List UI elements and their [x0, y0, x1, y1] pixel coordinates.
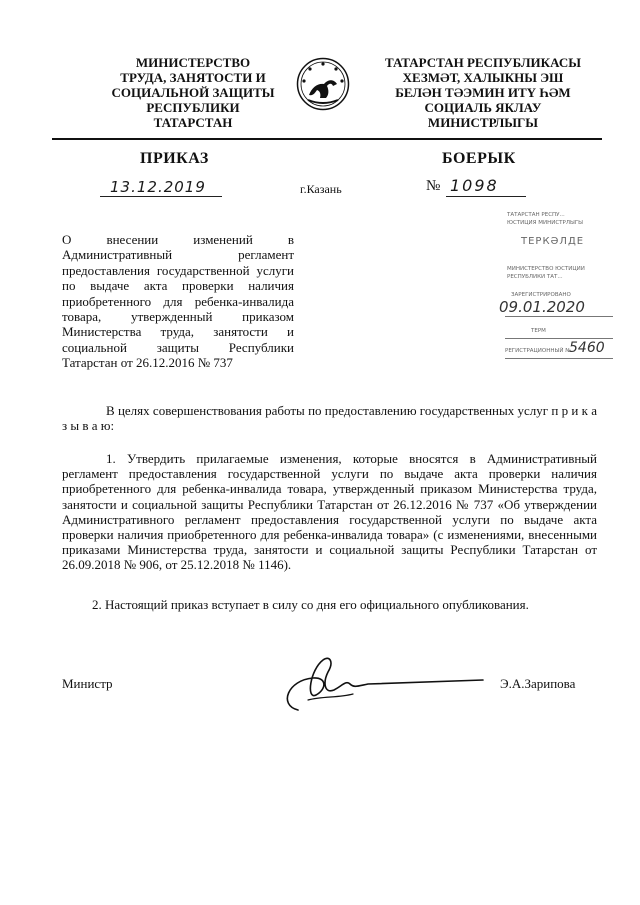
signatory-position: Министр	[62, 676, 113, 691]
stamp-org-line: ЮСТИЦИЯ МИНИСТРЛЫГЫ	[507, 220, 584, 226]
registration-stamp	[499, 210, 615, 368]
stamp-term-label: ТЕРМ	[531, 328, 546, 334]
date-underline	[100, 196, 222, 197]
order-item: 2. Настоящий приказ вступает в силу со дня его официального опубликования.	[92, 597, 529, 612]
header-left-line: РЕСПУБЛИКИ	[146, 100, 240, 115]
signatory-name: Э.А.Зарипова	[500, 676, 576, 691]
number-underline	[446, 196, 526, 197]
header-left-line: МИНИСТЕРСТВО	[135, 55, 251, 70]
order-title-russian: ПРИКАЗ	[140, 150, 209, 167]
header-left-line: ТРУДА, ЗАНЯТОСТИ И	[120, 70, 266, 85]
order-preamble: В целях совершенствования работы по предоставлению государственных услуг п р и к а з ы в а ю:	[62, 403, 597, 434]
order-date: 13.12.2019	[110, 178, 206, 196]
header-divider	[52, 138, 602, 140]
order-item: 1. Утвердить прилагаемые изменения, которые вносятся в Административный регламент предоставления государственной услуги по выдаче акта проверки наличия приобретенного для ребенка-инвалида товара, утвержденный приказом Министерства труда, занятости и социальной защиты Республики Татарстан от 26.12.2016 № 737 «Об утверждении Административного регламент предоставления государственной услуги по выдаче акта проверки наличия приобретенного для ребенка-инвалида товара» (с изменениями, внесенными приказами Министерства труда, занятости и социальной защиты Республики Татарстан от 26.09.2018 № 906, от 25.12.2018 № 1146).	[62, 451, 597, 573]
order-subject: О внесении изменений в Административный регламент предоставления государственной услуги по выдаче акта проверки наличия приобретенного для ребенка-инвалида товара, утвержденный приказом Министерства труда, занятости и социальной защиты Республики Татарстан от 26.12.2016 № 737	[62, 232, 294, 371]
stamp-date-line	[505, 316, 613, 317]
stamp-term-line	[505, 338, 613, 339]
header-right-line: СОЦИАЛЬ ЯКЛАУ	[424, 100, 542, 115]
stamp-registered-label: ЗАРЕГИСТРИРОВАНО	[511, 292, 571, 298]
stamp-registered-date: 09.01.2020	[499, 298, 585, 316]
tatarstan-emblem-icon	[296, 57, 350, 111]
stamp-org-line: ТАТАРСТАН РЕСПУ...	[507, 212, 565, 218]
header-right-line: ТАТАРСТАН РЕСПУБЛИКАСЫ	[385, 55, 581, 70]
ministry-name-russian	[78, 55, 308, 130]
stamp-reg-number: 5460	[569, 340, 605, 356]
stamp-reg-number-label: РЕГИСТРАЦИОННЫЙ №	[505, 348, 571, 354]
stamp-ministry-line: МИНИСТЕРСТВО ЮСТИЦИИ	[507, 266, 585, 272]
header-right-line: БЕЛӘН ТӘЭМИН ИТҮ ҺӘМ	[395, 85, 571, 100]
stamp-title: ТЕРКӘЛДЕ	[521, 236, 585, 247]
header-right-line: МИНИСТРЛЫГЫ	[427, 115, 539, 130]
stamp-ministry-line: РЕСПУБЛИКИ ТАТ...	[507, 274, 563, 280]
header-left-line: СОЦИАЛЬНОЙ ЗАЩИТЫ	[111, 85, 275, 100]
header-right-line: ХЕЗМӘТ, ХАЛЫКНЫ ЭШ	[402, 70, 564, 85]
order-city: г.Казань	[300, 182, 342, 196]
number-sign: №	[426, 178, 441, 194]
order-title-tatar: БОЕРЫК	[442, 150, 516, 167]
order-number: 1098	[450, 176, 499, 195]
header-left-line: ТАТАРСТАН	[153, 115, 233, 130]
ministry-name-tatar	[368, 55, 598, 130]
stamp-reg-line	[505, 358, 613, 359]
handwritten-signature	[268, 650, 488, 720]
